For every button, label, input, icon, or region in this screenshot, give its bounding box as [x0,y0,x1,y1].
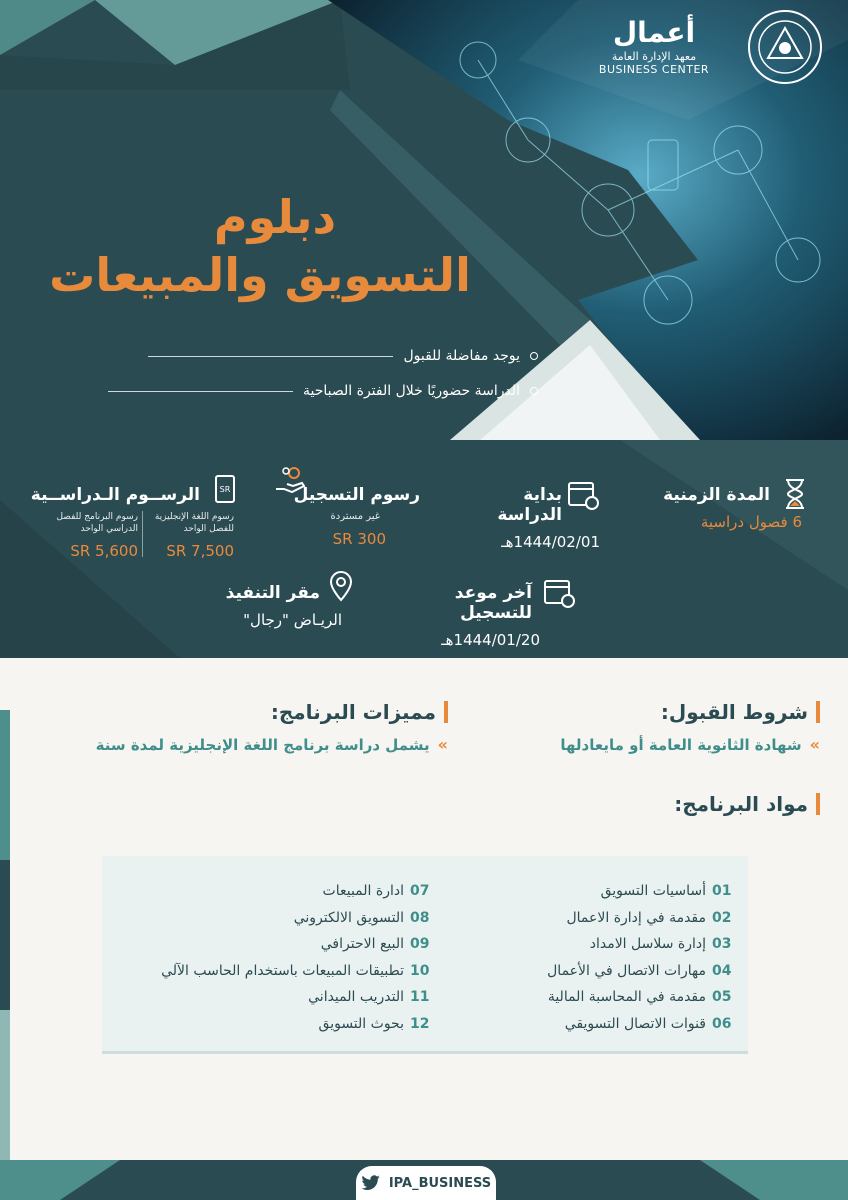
english-fee [143,511,238,560]
course-name: ادارة المبيعات [322,883,404,900]
course-number: 08 [410,909,430,926]
study-start-value: 1444/02/01هـ [501,533,600,551]
course-name: قنوات الاتصال التسويقي [564,1015,706,1032]
program-feature [28,735,448,754]
bullet-icon [530,387,538,395]
course-number: 06 [712,1015,732,1032]
side-accent-bar [0,1010,10,1160]
course-number: 07 [410,883,430,900]
study-start-label: بداية الدراسة [497,485,562,525]
brand-line-english: BUSINESS CENTER [598,63,710,76]
course-name: تطبيقات المبيعات باستخدام الحاسب الآلي [161,962,404,979]
english-fee-note: رسوم اللغة الإنجليزية للفصل الواحد [154,512,234,534]
hero-title-line1: دبلوم [213,190,337,244]
course-number: 05 [712,989,732,1006]
course-number: 12 [410,1015,430,1032]
calendar-icon [566,477,600,511]
registration-fee-value: 300 SR [332,530,386,548]
location-value: الريـاض "رجال" [243,611,342,629]
heading-marker [816,701,820,723]
hourglass-icon [778,477,812,511]
twitter-handle[interactable] [356,1166,496,1200]
course-number: 09 [410,936,430,953]
features-heading [248,700,448,724]
course-item [132,878,432,905]
courses-heading [620,792,820,816]
receipt-icon [208,473,242,507]
course-item [132,984,432,1011]
program-fee [48,511,143,560]
info-study-start [470,485,600,551]
heading-marker [444,701,448,723]
side-accent-bar [0,710,10,860]
hero-note-admission [148,348,538,364]
registration-fee-label: رسوم التسجيل [293,485,420,505]
course-item [132,905,432,932]
side-accent-bar [0,860,10,1010]
course-number: 10 [410,962,430,979]
coins-hand-icon [274,463,308,497]
calendar-icon [542,575,576,609]
info-registration-deadline [406,583,566,649]
course-number: 03 [712,936,732,953]
course-item [434,1011,734,1038]
course-name: إدارة سلاسل الامداد [589,936,706,953]
admission-requirement [480,735,820,754]
course-number: 01 [712,883,732,900]
course-number: 04 [712,962,732,979]
hero-banner [0,0,848,440]
course-name: مقدمة في إدارة الاعمال [566,909,706,926]
admission-heading-text: شروط القبول: [660,700,808,724]
brand-line-arabic: معهد الإدارة العامة [611,50,697,63]
chevron-icon: » [809,735,820,754]
course-item [434,905,734,932]
course-number: 11 [410,989,430,1006]
business-center-logo [584,16,724,76]
program-fee-value: 5,600 SR [70,542,138,560]
location-label: مقر التنفيذ [225,583,320,603]
twitter-handle-text: IPA_BUSINESS [388,1175,492,1191]
tuition-fees-breakdown [8,511,238,560]
duration-label: المدة الزمنية [663,485,770,505]
course-name: مقدمة في المحاسبة المالية [547,989,706,1006]
duration-value: 6 فصول دراسية [700,513,802,531]
svg-text:SR: SR [219,485,231,494]
program-feature-text: يشمل دراسة برنامج اللغة الإنجليزية لمدة سنة [95,735,430,754]
course-number: 02 [712,909,732,926]
registration-fee-note: غير مستردة [330,511,380,522]
course-name: التسويق الالكتروني [293,909,404,926]
course-name: بحوث التسويق [318,1015,404,1032]
hero-note-text: يوجد مفاضلة للقبول [403,348,520,364]
course-item [132,931,432,958]
info-tuition-fees [8,485,238,560]
info-location [218,583,358,629]
deadline-label: آخر موعد للتسجيل [454,583,532,623]
brand-mark: أعمال [612,16,696,49]
heading-marker [816,793,820,815]
course-name: أساسيات التسويق [600,883,706,900]
courses-column-right [434,878,734,1037]
bullet-icon [530,352,538,360]
course-item [132,1011,432,1038]
courses-column-left [132,878,432,1037]
courses-list-box [102,856,748,1054]
chevron-icon: » [437,735,448,754]
english-fee-value: 7,500 SR [166,542,234,560]
deadline-value: 1444/01/20هـ [441,631,540,649]
institute-seal-icon [746,8,824,86]
features-heading-text: مميزات البرنامج: [270,700,436,724]
course-item [132,958,432,985]
course-name: البيع الاحترافي [320,936,404,953]
logo-area [494,6,824,86]
program-fee-note: رسوم البرنامج للفصل الدراسي الواحد [56,512,138,534]
admission-requirement-text: شهادة الثانوية العامة أو مايعادلها [560,735,802,754]
info-duration [632,485,812,531]
course-item [434,931,734,958]
twitter-icon [361,1175,381,1191]
course-item [434,958,734,985]
admission-heading [570,700,820,724]
course-item [434,984,734,1011]
location-pin-icon [324,569,358,603]
tuition-fees-label: الرســوم الـدراســية [30,485,200,505]
info-registration-fee [280,485,420,548]
course-name: التدريب الميداني [308,989,404,1006]
hero-note-text: الدراسة حضوريًا خلال الفترة الصباحية [302,383,520,399]
course-name: مهارات الاتصال في الأعمال [547,962,706,979]
hero-note-study-mode [108,383,538,399]
course-item [434,878,734,905]
divider-line [148,356,393,357]
hero-title-line2: التسويق والمبيعات [49,248,471,302]
courses-heading-text: مواد البرنامج: [674,792,808,816]
divider-line [108,391,293,392]
